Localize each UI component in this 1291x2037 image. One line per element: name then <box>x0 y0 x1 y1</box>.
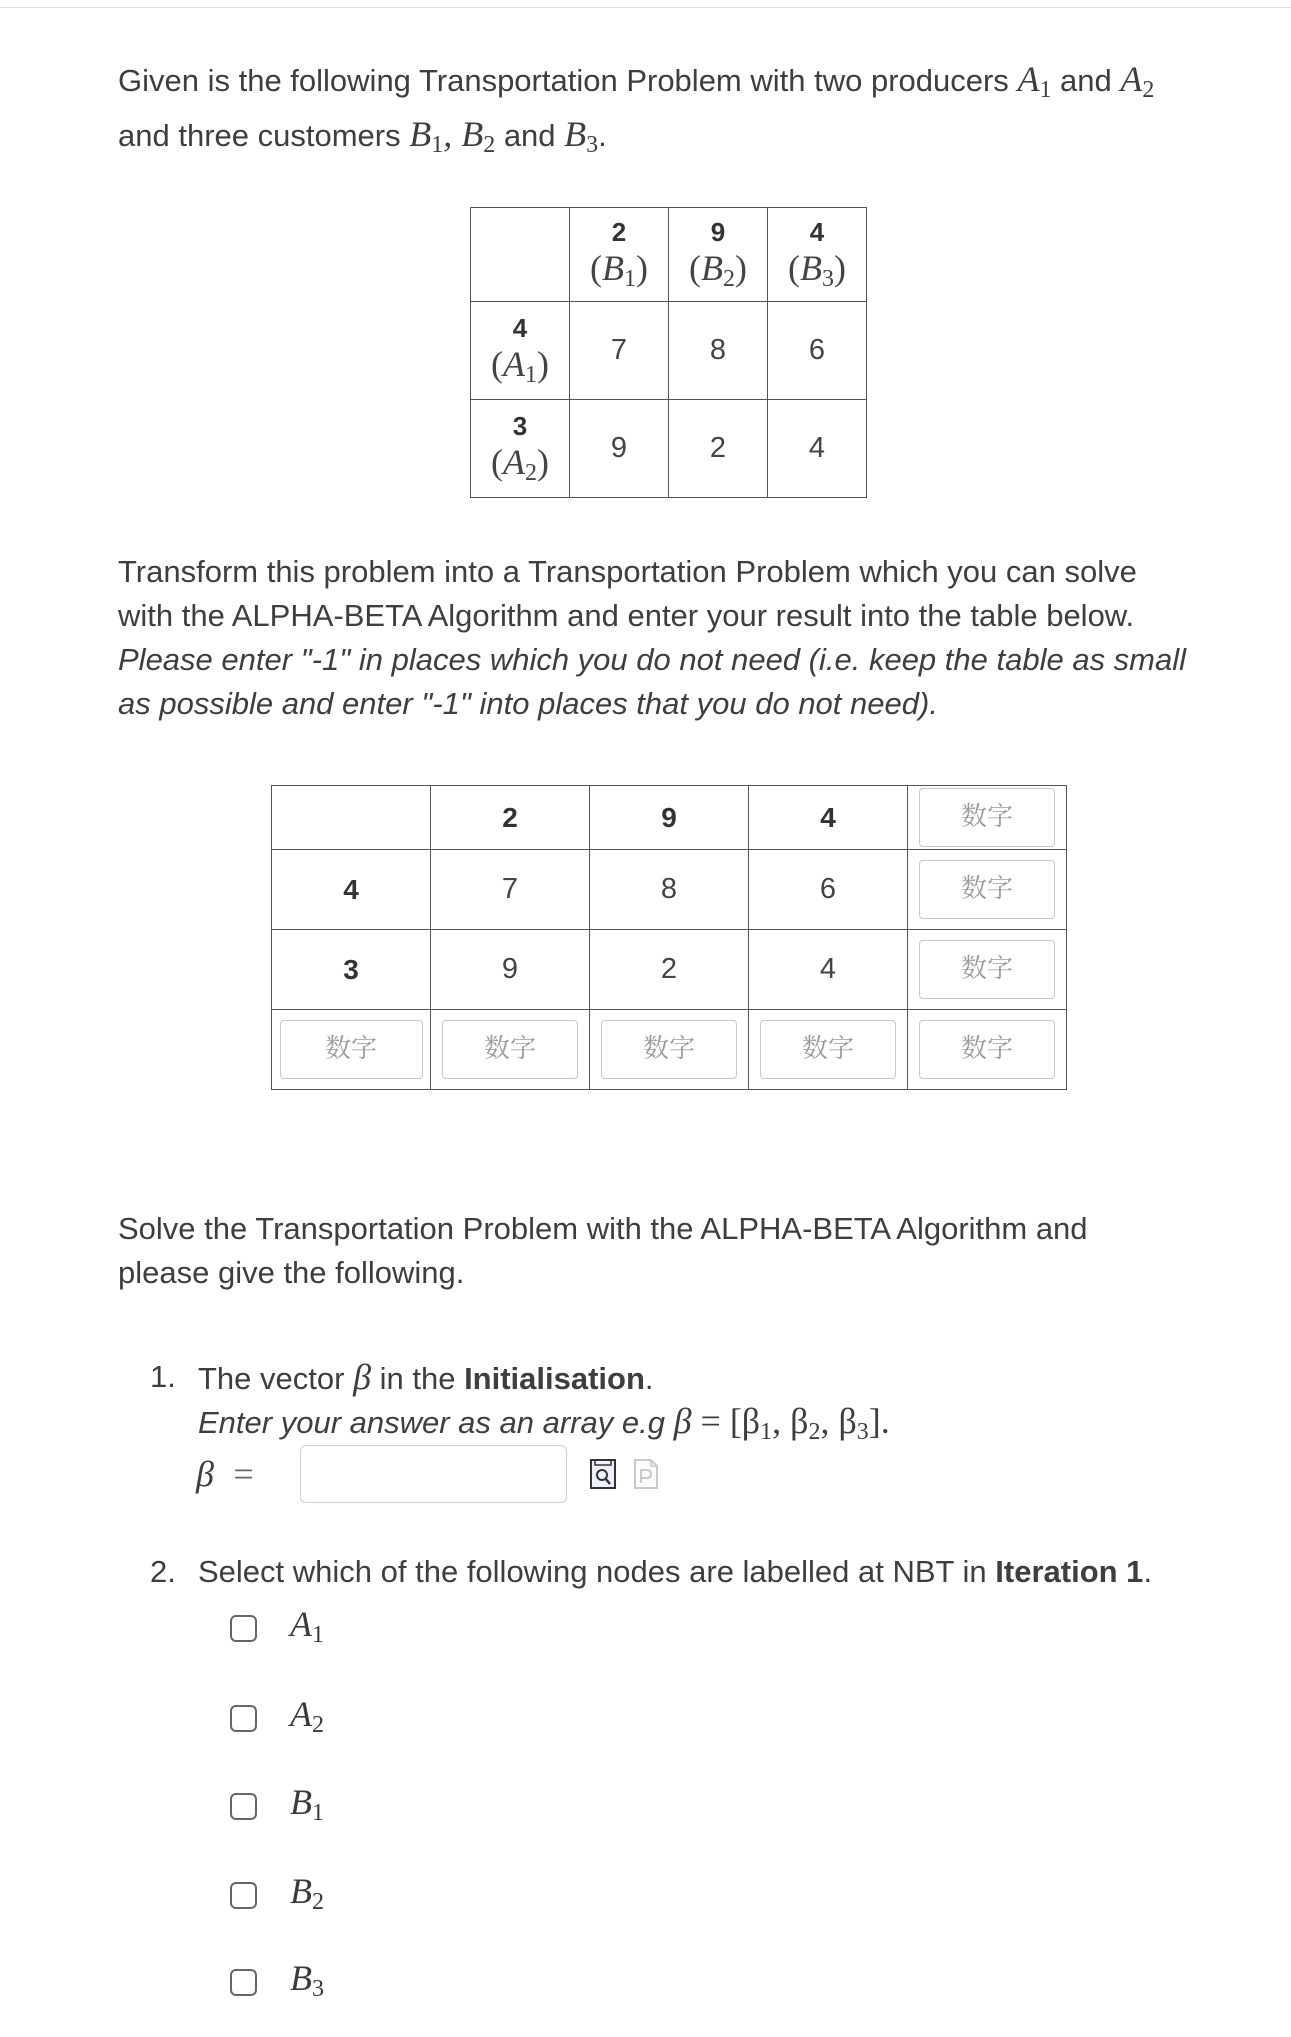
preview-icon[interactable] <box>590 1459 616 1489</box>
corner-cell <box>471 208 570 302</box>
opt-name: A <box>290 1694 312 1734</box>
A2-letter: A <box>1120 59 1143 99</box>
number-input[interactable]: 数字 <box>919 788 1055 847</box>
supply-A1: 4 <box>512 313 528 343</box>
cell-extra-row-2 <box>590 1010 749 1090</box>
answer-table <box>271 785 1067 1090</box>
cost-1-3: 6 <box>749 850 908 930</box>
label-A1: $(A_1)$ <box>491 344 549 388</box>
demand-B2: 9 <box>710 217 726 247</box>
name-A1: A <box>503 344 525 384</box>
row-header-A1 <box>471 302 570 400</box>
cost-1-2: 8 <box>590 850 749 930</box>
row-supply-2: 3 <box>272 930 431 1010</box>
sub-B1: 1 <box>624 266 636 292</box>
q1-text-b: in the <box>371 1361 465 1396</box>
q1-text <box>198 1355 654 1401</box>
option-label <box>290 1957 324 2003</box>
cost-A1-B2: 8 <box>669 302 768 400</box>
sub-A1: 1 <box>525 362 537 388</box>
format-icon[interactable] <box>633 1459 659 1489</box>
opt-sub: 1 <box>312 1622 324 1648</box>
row-header-A2 <box>471 400 570 498</box>
cost-A1-B1: 7 <box>570 302 669 400</box>
solve-line1: Solve the Transportation Problem with the ALPHA-BETA Algorithm and <box>118 1211 1088 1246</box>
B2-sub: 2 <box>483 132 496 158</box>
cell-extra-column-header <box>908 786 1067 850</box>
opt-name: B <box>290 1871 312 1911</box>
intro-part2: and three customers <box>118 118 410 153</box>
hint-beta: β <box>673 1401 692 1441</box>
A1-sub: 1 <box>1039 77 1052 103</box>
q1-hint-text: Enter your answer as an array e.g <box>198 1405 674 1440</box>
B2-letter: B <box>461 114 484 154</box>
number-input[interactable]: 数字 <box>442 1020 578 1079</box>
number-input[interactable]: 数字 <box>919 1020 1055 1079</box>
transform-line1: Transform this problem into a Transportation Problem which you can solve <box>118 554 1137 589</box>
q1-bold: Initialisation <box>464 1361 645 1396</box>
checkbox[interactable] <box>230 1882 257 1909</box>
math-A2 <box>1120 59 1155 103</box>
checkbox[interactable] <box>230 1793 257 1820</box>
label-B1: $(B_1)$ <box>590 248 648 292</box>
checkbox[interactable] <box>230 1615 257 1642</box>
q2-bold: Iteration 1 <box>995 1554 1144 1589</box>
sub-B3: 3 <box>822 266 834 292</box>
header-demand-1: 2 <box>431 786 590 850</box>
q2-number: 2. <box>150 1554 176 1589</box>
name-B2: B <box>701 248 723 288</box>
opt-name: A <box>290 1604 312 1644</box>
beta-answer-input[interactable] <box>300 1445 567 1503</box>
number-input[interactable]: 数字 <box>919 940 1055 999</box>
sub-A2: 2 <box>525 460 537 486</box>
math-B3 <box>564 114 599 158</box>
hint-sub1: 1 <box>760 1419 773 1445</box>
q1-hint-math <box>673 1401 890 1445</box>
hint-sub2: 2 <box>808 1419 821 1445</box>
cell-extra-row-3 <box>749 1010 908 1090</box>
name-B1: B <box>602 248 624 288</box>
number-input[interactable]: 数字 <box>760 1020 896 1079</box>
checkbox[interactable] <box>230 1969 257 1996</box>
sub-B2: 2 <box>723 266 735 292</box>
hint-sub3: 3 <box>856 1419 869 1445</box>
intro-and1: and <box>1051 63 1121 98</box>
opt-sub: 1 <box>312 1800 324 1826</box>
B3-letter: B <box>564 114 587 154</box>
label-A2: $(A_2)$ <box>491 442 549 486</box>
label-B2: $(B_2)$ <box>689 248 747 292</box>
opt-name: B <box>290 1958 312 1998</box>
cell-row2-extra <box>908 930 1067 1010</box>
cost-2-3: 4 <box>749 930 908 1010</box>
B1-letter: B <box>409 114 432 154</box>
cell-row1-extra <box>908 850 1067 930</box>
problem-table <box>470 207 867 498</box>
cost-A2-B2: 2 <box>669 400 768 498</box>
supply-A2: 3 <box>512 411 528 441</box>
q1-text-c: . <box>644 1361 654 1396</box>
beta-equals: = <box>231 1454 256 1494</box>
cost-A1-B3: 6 <box>768 302 867 400</box>
number-input[interactable]: 数字 <box>601 1020 737 1079</box>
header-demand-2: 9 <box>590 786 749 850</box>
transform-italic1: Please enter "-1" in places which you do not need (i.e. keep the table as small <box>118 642 1187 677</box>
row-supply-1: 4 <box>272 850 431 930</box>
question-2 <box>150 1550 1270 1594</box>
cost-A2-B3: 4 <box>768 400 867 498</box>
cost-2-2: 2 <box>590 930 749 1010</box>
name-B3: B <box>800 248 822 288</box>
checkbox[interactable] <box>230 1705 257 1732</box>
option-label <box>290 1603 324 1649</box>
beta-label-symbol: β <box>196 1454 214 1494</box>
q1-text-a: The vector <box>198 1361 354 1396</box>
intro-and2: and <box>495 118 565 153</box>
opt-sub: 2 <box>312 1889 324 1915</box>
option-label <box>290 1870 324 1916</box>
name-A2: A <box>503 442 525 482</box>
math-B1 <box>409 114 444 158</box>
intro-part1: Given is the following Transportation Problem with two producers <box>118 63 1018 98</box>
transform-text <box>118 550 1238 726</box>
cost-A2-B1: 9 <box>570 400 669 498</box>
math-B2 <box>461 114 496 158</box>
header-demand-3: 4 <box>749 786 908 850</box>
A1-letter: A <box>1017 59 1040 99</box>
option-label <box>290 1781 324 1827</box>
q2-text-b: . <box>1143 1554 1153 1589</box>
number-input[interactable]: 数字 <box>280 1020 423 1079</box>
corner-cell <box>272 786 431 850</box>
B3-sub: 3 <box>586 132 599 158</box>
intro-period: . <box>598 118 607 153</box>
intro-comma: , <box>443 114 462 154</box>
column-header-B2 <box>669 208 768 302</box>
transform-italic2: as possible and enter "-1" into places that you do not need). <box>118 686 938 721</box>
label-B3: $(B_3)$ <box>788 248 846 292</box>
transform-line2: with the ALPHA-BETA Algorithm and enter your result into the table below. <box>118 598 1135 633</box>
option-label <box>290 1693 324 1739</box>
solve-line2: please give the following. <box>118 1255 465 1290</box>
hint-close: ]. <box>868 1401 890 1441</box>
q2-text <box>198 1550 1152 1594</box>
opt-sub: 3 <box>312 1976 324 2002</box>
q1-beta-symbol: β <box>353 1357 371 1397</box>
opt-name: B <box>290 1782 312 1822</box>
hint-c1: , β <box>772 1401 809 1441</box>
cell-extra-row-supply <box>272 1010 431 1090</box>
cell-extra-corner <box>908 1010 1067 1090</box>
cost-2-1: 9 <box>431 930 590 1010</box>
cost-1-1: 7 <box>431 850 590 930</box>
top-divider <box>0 7 1291 8</box>
solve-text <box>118 1207 1238 1295</box>
hint-c2: , β <box>820 1401 857 1441</box>
math-A1 <box>1017 59 1052 103</box>
opt-sub: 2 <box>312 1712 324 1738</box>
demand-B3: 4 <box>809 217 825 247</box>
B1-sub: 1 <box>431 132 444 158</box>
demand-B1: 2 <box>611 217 627 247</box>
A2-sub: 2 <box>1142 77 1155 103</box>
column-header-B3 <box>768 208 867 302</box>
hint-eq: = [β <box>691 1401 761 1441</box>
intro-text <box>118 57 1238 167</box>
question-1 <box>150 1355 1270 1399</box>
q2-text-a: Select which of the following nodes are labelled at NBT in <box>198 1554 996 1589</box>
q1-number: 1. <box>150 1359 176 1394</box>
column-header-B1 <box>570 208 669 302</box>
number-input[interactable]: 数字 <box>919 860 1055 919</box>
cell-extra-row-1 <box>431 1010 590 1090</box>
